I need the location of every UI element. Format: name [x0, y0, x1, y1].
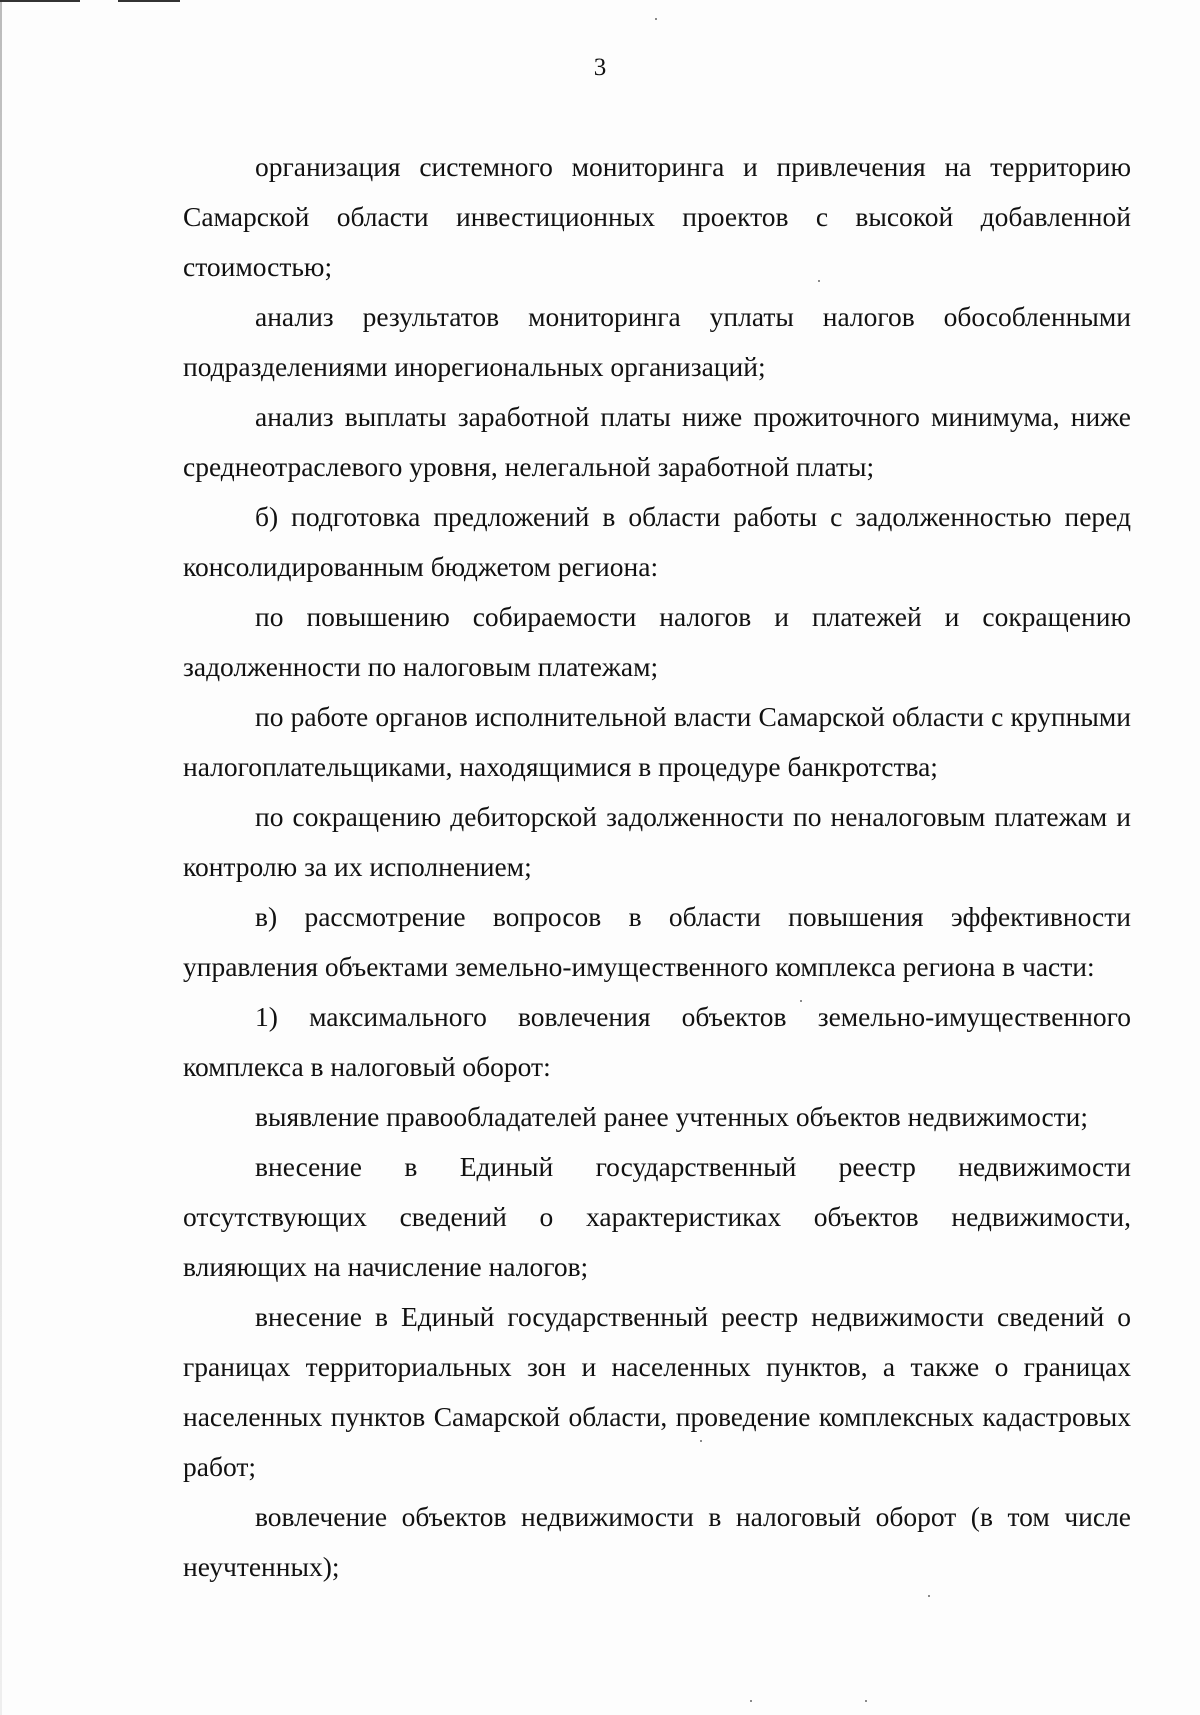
paragraph: организация системного мониторинга и привлечения на территорию Самарской области инвестиционных проектов с высокой добавленной стоимостью; — [183, 151, 1131, 282]
paragraph: в) рассмотрение вопросов в области повышения эффективности управления объектами земельно-имущественного комплекса региона в части: — [183, 901, 1131, 982]
paragraph: по повышению собираемости налогов и платежей и сокращению задолженности по налоговым платежам; — [183, 601, 1131, 682]
scan-speck — [750, 1700, 752, 1702]
scan-speck — [655, 18, 657, 20]
paragraph: 1) максимального вовлечения объектов земельно-имущественного комплекса в налоговый оборот: — [183, 1001, 1131, 1082]
paragraph: внесение в Единый государственный реестр недвижимости сведений о границах территориальных зон и населенных пунктов, а также о границах населенных пунктов Самарской области, проведение комплексных кадастровых работ; — [183, 1301, 1131, 1482]
paragraph: внесение в Единый государственный реестр недвижимости отсутствующих сведений о характеристиках объектов недвижимости, влияющих на начисление налогов; — [183, 1151, 1131, 1282]
paragraph: выявление правообладателей ранее учтенных объектов недвижимости; — [255, 1101, 1089, 1132]
document-body — [183, 142, 1131, 1592]
scan-speck — [928, 1595, 930, 1597]
paragraph: анализ выплаты заработной платы ниже прожиточного минимума, ниже среднеотраслевого уровня, нелегальной заработной платы; — [183, 401, 1131, 482]
paragraph: анализ результатов мониторинга уплаты налогов обособленными подразделениями инорегиональных организаций; — [183, 301, 1131, 382]
page-number: 3 — [593, 54, 607, 81]
paragraph: вовлечение объектов недвижимости в налоговый оборот (в том числе неучтенных); — [183, 1501, 1131, 1582]
scan-artifact-line — [0, 0, 80, 2]
scan-artifact-line — [118, 0, 180, 2]
paragraph: по сокращению дебиторской задолженности по неналоговым платежам и контролю за их исполнением; — [183, 801, 1131, 882]
scan-edge-shadow — [0, 0, 2, 1715]
paragraph: по работе органов исполнительной власти Самарской области с крупными налогоплательщиками, находящимися в процедуре банкротства; — [183, 701, 1131, 782]
paragraph: б) подготовка предложений в области работы с задолженностью перед консолидированным бюджетом региона: — [183, 501, 1131, 582]
scan-speck — [865, 1700, 867, 1702]
